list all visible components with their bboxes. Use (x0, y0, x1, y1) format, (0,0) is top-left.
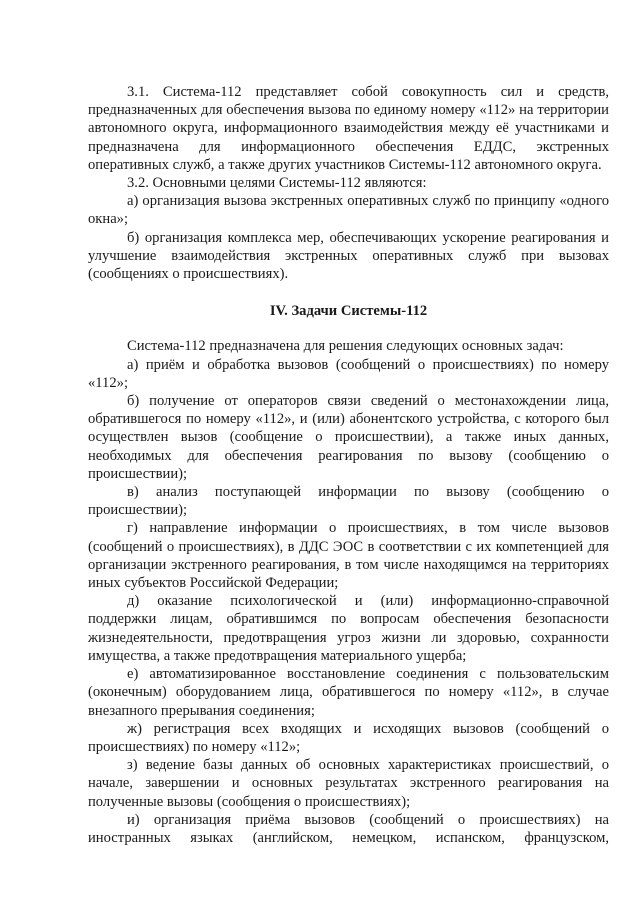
task-item-z: з) ведение базы данных об основных характеристиках происшествий, о начале, завершении и основных результатах экстренного реагирования на полученные вызовы (сообщения о происшествиях); (88, 757, 609, 810)
task-item-d: д) оказание психологической и (или) информационно-справочной поддержки лицам, обратившимся по вопросам обеспечения безопасности жизнедеятельности, предотвращения угроз жизни ли здоровью, сохранности имущества, а также предотвращения материального ущерба; (88, 593, 609, 664)
section-heading: IV. Задачи Системы-112 (269, 303, 428, 320)
task-item-a: а) приём и обработка вызовов (сообщений о происшествиях) по номеру «112»; (88, 356, 609, 391)
task-item-i: и) организация приёма вызовов (сообщений о происшествиях) на иностранных языках (английском, немецком, испанском, французском, (88, 811, 609, 846)
task-item-v: в) анализ поступающей информации по вызову (сообщению о происшествии); (88, 484, 609, 519)
paragraph-3-1: 3.1. Система-112 представляет собой совокупность сил и средств, предназначенных для обеспечения вызова по единому номеру «112» на территории автономного округа, информационного взаимодействия между её участниками и предназначена для информационного обеспечения ЕДДС, экстренных оперативных служб, а также других участников Системы-112 автономного округа. (88, 84, 609, 173)
tasks-intro: Система-112 предназначена для решения следующих основных задач: (127, 338, 564, 355)
task-item-e: е) автоматизированное восстановление соединения с пользовательским (оконечным) оборудованием лица, обратившегося по номеру «112», в случае внезапного прерывания соединения; (88, 666, 609, 719)
task-item-b: б) получение от операторов связи сведений о местонахождении лица, обратившегося по номеру «112», и (или) абонентского устройства, с которого был осуществлен вызов (сообщение о происшествии), а также иных данных, необходимых для обеспечения реагирования по вызову (сообщению о происшествии); (88, 393, 609, 482)
paragraph-3-2: 3.2. Основными целями Системы-112 являются: (127, 175, 427, 192)
paragraph-3-2-b: б) организация комплекса мер, обеспечивающих ускорение реагирования и улучшение взаимодействия экстренных оперативных служб при вызовах (сообщениях о происшествиях). (88, 229, 609, 283)
task-item-zh: ж) регистрация всех входящих и исходящих вызовов (сообщений о происшествиях) по номеру «112»; (88, 720, 609, 755)
task-item-g: г) направление информации о происшествиях, в том числе вызовов (сообщений о происшествиях), в ДДС ЭОС в соответствии с их компетенцией для организации экстренного реагирования, в том числе находящимся на территориях иных субъектов Российской Федерации; (88, 520, 609, 592)
paragraph-3-2-a: а) организация вызова экстренных оперативных служб по принципу «одного окна»; (88, 193, 609, 228)
document-page (88, 83, 609, 847)
